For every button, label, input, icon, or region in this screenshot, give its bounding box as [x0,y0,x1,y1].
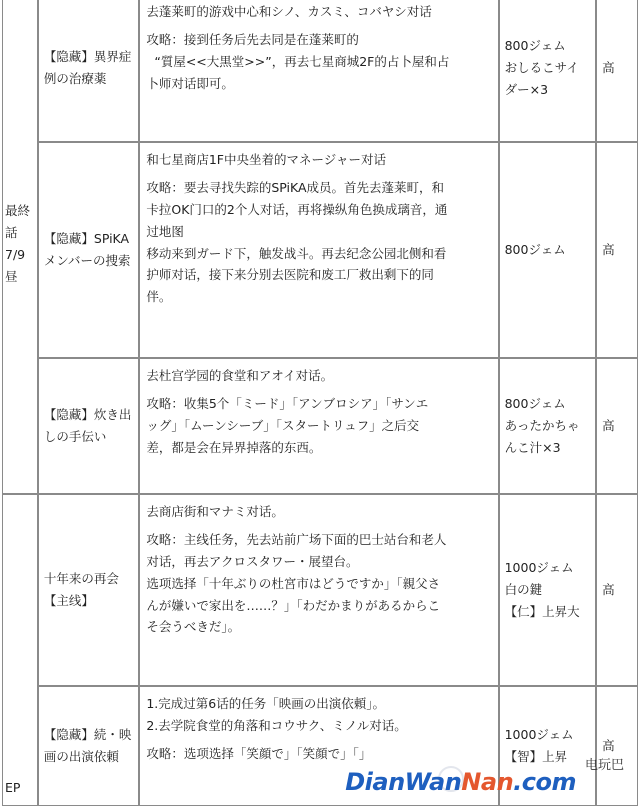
quest-difficulty: 高 [596,686,638,806]
quest-description: 去杜宫学园的食堂和アオイ对话。 攻略：收集5个「ミード」「アンブロシア」「サンエ ッグ」「ムーンシーブ」「スタートリュフ」之后交 差，都是会在异界掉落的东西。 [139,358,498,494]
chapter-label: EP [5,780,21,796]
chapter-cell [2,0,38,494]
table-row [2,142,638,358]
quest-description: 去商店街和マナミ对话。 攻略：主线任务，先去站前广场下面的巴士站台和老人 对话，再去アクロスタワー・展望台。 选项选择「十年ぶりの杜宮市はどうですか」「親父さ んが嫌いで家出を……？」「わだかまりがあるからこ そ会うべきだ」。 [139,494,498,686]
quest-reward: 1000ジェム 白の鍵 【仁】上昇大 [499,494,597,686]
table-row [2,0,638,142]
quest-difficulty: 高 [596,358,638,494]
chapter-label: 最終 話 7/9 昼 [5,203,31,284]
quest-reward: 800ジェム おしるこサイ ダー×3 [499,0,597,142]
quest-name: 【隐藏】SPiKA メンバーの捜索 [38,142,139,358]
quest-description: 和七星商店1F中央坐着的マネージャー对话 攻略：要去寻找失踪的SPiKA成员。首先去蓬莱町，和 卡拉OK门口的2个人对话，再将操纵角色换成璃音，通 过地图 移动来到ガード下，触发战斗。再去纪念公园北侧和看 护师对话，接下来分别去医院和废工厂救出剩下的同 伴。 [139,142,498,358]
quest-table [2,0,638,806]
watermark-en: DianWanNan.com [345,768,576,796]
quest-name: 【隐藏】続・映 画の出演依頼 [38,686,139,806]
table-row [2,358,638,494]
quest-difficulty: 高 [596,494,638,686]
quest-name: 十年来の再会 【主线】 [38,494,139,686]
quest-reward: 1000ジェム 【智】上昇 [499,686,597,806]
quest-difficulty: 高 [596,142,638,358]
quest-difficulty: 高 [596,0,638,142]
watermark [345,754,636,798]
watermark-cn: 电玩巴 [584,758,624,773]
quest-description: 1.完成过第6话的任务「映画の出演依頼」。 2.去学院食堂的角落和コウサク、ミノル对话。 攻略：选项选择「笑顔で」「笑顔で」「」 [139,686,498,806]
quest-reward: 800ジェム あったかちゃ んこ汁×3 [499,358,597,494]
quest-name: 【隐藏】異界症 例の治療薬 [38,0,139,142]
table-row [2,494,638,686]
quest-name: 【隐藏】炊き出 しの手伝い [38,358,139,494]
chapter-cell [2,494,38,806]
quest-description: 去蓬莱町的游戏中心和シノ、カスミ、コバヤシ对话 攻略：接到任务后先去同是在蓬莱町的 “質屋<<大黒堂>>”，再去七星商城2F的占卜屋和占 卜师对话即可。 [139,0,498,142]
quest-reward: 800ジェム [499,142,597,358]
